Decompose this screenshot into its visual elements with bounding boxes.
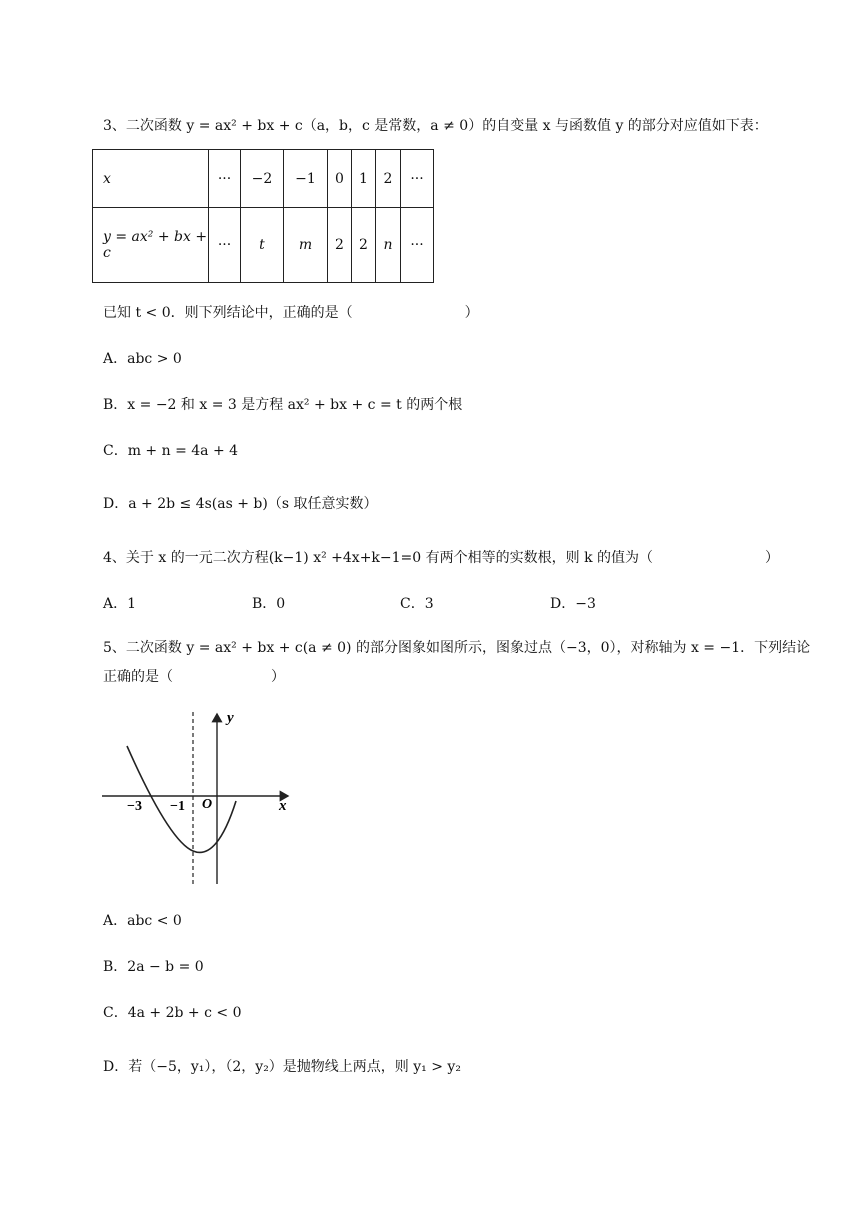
table-cell: ···	[401, 208, 434, 283]
table-cell: 0	[328, 150, 352, 208]
table-cell: −1	[284, 150, 328, 208]
parabola-graph	[98, 706, 298, 888]
q5-option-d: D．若（−5，y₁），（2，y₂）是抛物线上两点，则 y₁ > y₂	[103, 1059, 461, 1075]
q3-option-a: A．abc > 0	[103, 351, 182, 367]
table-cell: x	[93, 150, 209, 208]
table-row-x	[93, 150, 434, 208]
table-cell: 2	[376, 150, 401, 208]
table-cell: n	[376, 208, 401, 283]
q4-option-b: B．0	[252, 596, 286, 612]
table-cell: ···	[209, 150, 241, 208]
q3-option-d: D．a + 2b ≤ 4s(as + b)（s 取任意实数）	[103, 496, 378, 512]
q5-option-b: B．2a − b = 0	[103, 959, 204, 975]
origin-label: O	[202, 797, 213, 812]
table-cell: t	[241, 208, 284, 283]
table-cell: 2	[352, 208, 376, 283]
table-cell: ···	[209, 208, 241, 283]
q3-condition: 已知 t < 0．则下列结论中，正确的是（ ）	[103, 305, 479, 321]
q5-option-c: C．4a + 2b + c < 0	[103, 1005, 242, 1021]
table-cell: 1	[352, 150, 376, 208]
q5-option-a: A．abc < 0	[103, 913, 182, 929]
q3-stem: 3、二次函数 y = ax² + bx + c（a，b，c 是常数，a ≠ 0）的自变量 x 与函数值 y 的部分对应值如下表：	[103, 118, 768, 134]
q3-option-c: C．m + n = 4a + 4	[103, 443, 239, 459]
table-row-y	[93, 208, 434, 283]
q5-stem-line2: 正确的是（ ）	[103, 669, 285, 685]
value-table	[92, 149, 434, 283]
q4-option-a: A．1	[103, 596, 137, 612]
table-cell: 2	[328, 208, 352, 283]
tick-label-neg3: −3	[127, 799, 142, 814]
q5-stem-line1: 5、二次函数 y = ax² + bx + c(a ≠ 0) 的部分图象如图所示，图象过点（−3，0），对称轴为 x = −1．下列结论	[103, 640, 811, 656]
tick-label-neg1: −1	[170, 799, 185, 814]
y-axis-label: y	[227, 710, 234, 726]
q4-stem: 4、关于 x 的一元二次方程(k−1) x² +4x+k−1=0 有两个相等的实数根，则 k 的值为（ ）	[103, 550, 780, 566]
q4-option-c: C．3	[400, 596, 434, 612]
x-axis-label: x	[279, 798, 287, 814]
q3-option-b: B．x = −2 和 x = 3 是方程 ax² + bx + c = t 的两个根	[103, 397, 463, 413]
table-cell: −2	[241, 150, 284, 208]
table-cell: m	[284, 208, 328, 283]
table-cell: y = ax² + bx + c	[93, 208, 209, 283]
table-cell: ···	[401, 150, 434, 208]
q4-option-d: D．−3	[550, 596, 596, 612]
